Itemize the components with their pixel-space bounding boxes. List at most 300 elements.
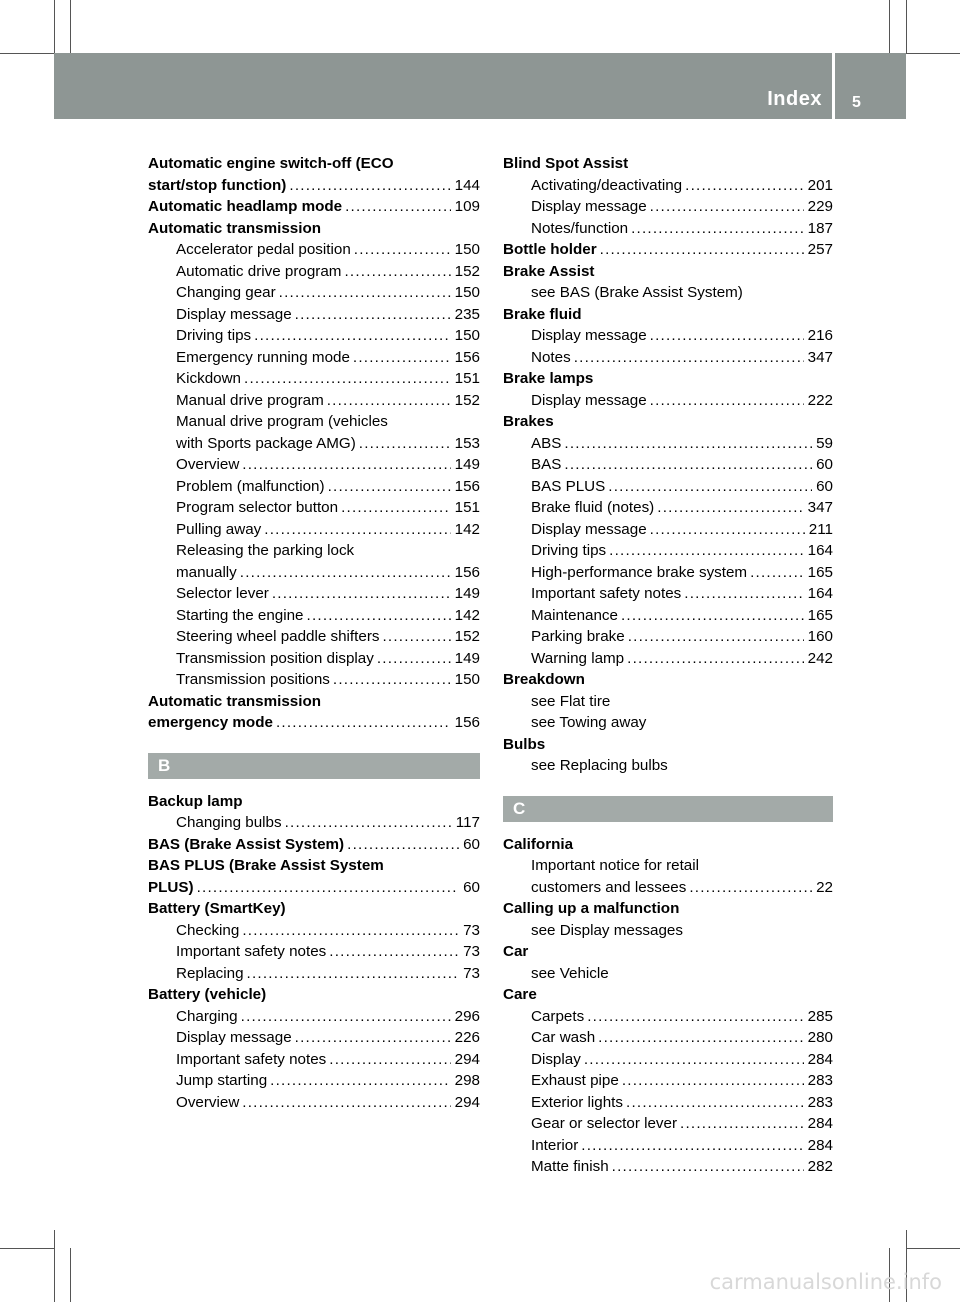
dot-leader bbox=[627, 648, 804, 670]
entry-text: Checking bbox=[176, 921, 240, 939]
dot-leader bbox=[650, 390, 804, 412]
page-ref[interactable]: 216 bbox=[807, 327, 833, 344]
page-ref[interactable]: 152 bbox=[454, 628, 480, 645]
index-subentry[interactable] bbox=[148, 1092, 480, 1114]
dot-leader bbox=[628, 626, 804, 648]
entry-text: Maintenance bbox=[531, 606, 618, 624]
page-ref[interactable]: 347 bbox=[807, 348, 833, 366]
dot-leader bbox=[598, 1027, 804, 1049]
crop-mark bbox=[70, 0, 71, 53]
index-subentry bbox=[503, 920, 833, 942]
page-ref[interactable]: 165 bbox=[807, 563, 833, 581]
page-ref[interactable]: 296 bbox=[454, 1007, 480, 1025]
entry-text: Interior bbox=[531, 1136, 579, 1154]
page-ref[interactable]: 294 bbox=[454, 1050, 480, 1068]
dot-leader bbox=[289, 175, 450, 197]
entry-text: Kickdown bbox=[176, 370, 241, 387]
index-heading[interactable] bbox=[148, 712, 480, 734]
dot-leader bbox=[377, 648, 451, 670]
index-heading bbox=[148, 855, 480, 877]
page-ref[interactable]: 156 bbox=[454, 348, 480, 366]
index-subentry[interactable] bbox=[148, 1006, 480, 1028]
entry-text: Matte finish bbox=[531, 1158, 609, 1175]
index-heading bbox=[148, 898, 480, 920]
entry-text: Battery (vehicle) bbox=[148, 986, 267, 1003]
crop-mark bbox=[906, 0, 907, 53]
index-subentry bbox=[148, 411, 480, 433]
dot-leader bbox=[240, 562, 451, 584]
index-subentry[interactable] bbox=[503, 175, 833, 197]
dot-leader bbox=[354, 239, 451, 261]
index-heading bbox=[148, 791, 480, 813]
index-heading bbox=[503, 304, 833, 326]
index-subentry bbox=[503, 855, 833, 877]
crop-mark bbox=[0, 53, 54, 54]
index-subentry[interactable] bbox=[503, 1135, 833, 1157]
index-heading bbox=[503, 898, 833, 920]
entry-text: Changing bulbs bbox=[176, 814, 282, 831]
dot-leader bbox=[680, 1113, 804, 1135]
index-column-left bbox=[148, 153, 480, 1113]
index-column-right bbox=[503, 153, 833, 1178]
entry-text: Display bbox=[531, 1050, 581, 1068]
entry-text: Display message bbox=[531, 391, 647, 409]
index-subentry[interactable] bbox=[503, 1156, 833, 1178]
page-ref[interactable]: 151 bbox=[454, 370, 480, 387]
entry-text: customers and lessees bbox=[531, 878, 687, 896]
index-subentry[interactable] bbox=[503, 562, 833, 584]
index-heading bbox=[503, 734, 833, 756]
entry-text: Notes/function bbox=[531, 219, 629, 237]
dot-leader bbox=[285, 812, 452, 834]
dot-leader bbox=[689, 877, 812, 899]
index-subentry[interactable] bbox=[503, 433, 833, 455]
entry-text: ABS bbox=[531, 434, 562, 452]
index-heading[interactable] bbox=[148, 175, 480, 197]
dot-leader bbox=[657, 497, 803, 519]
index-subentry[interactable] bbox=[503, 583, 833, 605]
page-ref[interactable]: 60 bbox=[816, 456, 833, 473]
dot-leader bbox=[341, 497, 451, 519]
entry-text: Brake fluid bbox=[503, 305, 582, 323]
entry-text: Exhaust pipe bbox=[531, 1072, 619, 1089]
index-subentry[interactable] bbox=[503, 1027, 833, 1049]
page-ref[interactable]: 22 bbox=[816, 878, 833, 896]
page-ref[interactable]: 229 bbox=[807, 198, 833, 215]
dot-leader bbox=[650, 196, 804, 218]
index-subentry[interactable] bbox=[148, 476, 480, 498]
crop-mark bbox=[0, 1248, 54, 1249]
entry-text: Warning lamp bbox=[531, 649, 625, 667]
index-heading[interactable] bbox=[148, 196, 480, 218]
page-ref[interactable]: 73 bbox=[463, 964, 480, 982]
entry-text: BAS PLUS bbox=[531, 477, 606, 495]
dot-leader bbox=[345, 196, 451, 218]
index-subentry[interactable] bbox=[503, 1113, 833, 1135]
page-ref[interactable]: 298 bbox=[454, 1072, 480, 1089]
index-subentry[interactable] bbox=[148, 669, 480, 691]
dot-leader bbox=[242, 454, 450, 476]
index-heading bbox=[148, 153, 480, 175]
index-heading bbox=[503, 669, 833, 691]
entry-text: Brakes bbox=[503, 413, 554, 430]
entry-text: Display message bbox=[531, 327, 647, 344]
entry-text: Automatic engine switch-off (ECO bbox=[148, 155, 394, 172]
dot-leader bbox=[359, 433, 451, 455]
dot-leader bbox=[307, 605, 451, 627]
entry-text: Transmission positions bbox=[176, 671, 330, 688]
dot-leader bbox=[254, 325, 451, 347]
dot-leader bbox=[564, 454, 812, 476]
page-ref[interactable]: 294 bbox=[454, 1093, 480, 1111]
index-subentry[interactable] bbox=[503, 1092, 833, 1114]
entry-text: Program selector button bbox=[176, 499, 339, 516]
index-subentry bbox=[503, 712, 833, 734]
dot-leader bbox=[650, 519, 805, 541]
dot-leader bbox=[609, 540, 804, 562]
dot-leader bbox=[382, 626, 450, 648]
index-subentry[interactable] bbox=[503, 605, 833, 627]
entry-text: Activating/deactivating bbox=[531, 176, 683, 194]
dot-leader bbox=[295, 304, 451, 326]
page-ref[interactable]: 152 bbox=[454, 391, 480, 409]
page-ref[interactable]: 211 bbox=[808, 520, 833, 538]
page-ref[interactable]: 283 bbox=[807, 1093, 833, 1111]
index-heading[interactable] bbox=[148, 877, 480, 899]
index-subentry[interactable] bbox=[503, 1006, 833, 1028]
page-ref[interactable]: 152 bbox=[454, 262, 480, 280]
entry-text: Brake Assist bbox=[503, 262, 595, 280]
page-ref[interactable]: 151 bbox=[454, 499, 480, 516]
entry-text: see Replacing bulbs bbox=[531, 757, 668, 774]
entry-text: Jump starting bbox=[176, 1072, 268, 1089]
entry-text: Blind Spot Assist bbox=[503, 155, 629, 172]
index-subentry[interactable] bbox=[503, 519, 833, 541]
entry-text: Starting the engine bbox=[176, 606, 304, 624]
page-ref[interactable]: 149 bbox=[454, 585, 480, 602]
entry-text: Overview bbox=[176, 456, 240, 473]
index-subentry[interactable] bbox=[148, 562, 480, 584]
dot-leader bbox=[344, 261, 450, 283]
page-ref[interactable]: 280 bbox=[807, 1029, 833, 1046]
dot-leader bbox=[612, 1156, 804, 1178]
index-subentry[interactable] bbox=[148, 920, 480, 942]
entry-text: Car bbox=[503, 943, 529, 960]
index-subentry[interactable] bbox=[148, 626, 480, 648]
index-subentry[interactable] bbox=[503, 390, 833, 412]
dot-leader bbox=[247, 963, 460, 985]
index-subentry[interactable] bbox=[503, 196, 833, 218]
entry-text: Overview bbox=[176, 1093, 240, 1111]
page-ref[interactable]: 150 bbox=[454, 284, 480, 301]
dot-leader bbox=[329, 941, 459, 963]
index-subentry[interactable] bbox=[148, 433, 480, 455]
page-ref[interactable]: 73 bbox=[463, 943, 480, 960]
index-subentry bbox=[503, 963, 833, 985]
index-heading bbox=[503, 153, 833, 175]
index-subentry[interactable] bbox=[148, 963, 480, 985]
entry-text: Manual drive program bbox=[176, 391, 324, 409]
section-letter: C bbox=[503, 796, 833, 822]
dot-leader bbox=[241, 1006, 451, 1028]
page-ref[interactable]: 149 bbox=[454, 649, 480, 667]
entry-text: Battery (SmartKey) bbox=[148, 900, 286, 917]
dot-leader bbox=[626, 1092, 804, 1114]
dot-leader bbox=[584, 1049, 804, 1071]
page-ref[interactable]: 156 bbox=[454, 563, 480, 581]
index-subentry[interactable] bbox=[148, 390, 480, 412]
dot-leader bbox=[600, 239, 804, 261]
page-ref[interactable]: 201 bbox=[807, 176, 833, 194]
dot-leader bbox=[264, 519, 450, 541]
index-subentry[interactable] bbox=[503, 540, 833, 562]
entry-text: BAS bbox=[531, 456, 562, 473]
page-ref[interactable]: 164 bbox=[807, 585, 833, 602]
page-ref[interactable]: 150 bbox=[454, 327, 480, 344]
index-heading bbox=[503, 941, 833, 963]
index-subentry[interactable] bbox=[503, 877, 833, 899]
dot-leader bbox=[272, 583, 451, 605]
entry-text: Driving tips bbox=[531, 542, 607, 559]
page-ref[interactable]: 285 bbox=[807, 1007, 833, 1025]
entry-text: Display message bbox=[531, 198, 647, 215]
entry-text: Accelerator pedal position bbox=[176, 241, 351, 258]
entry-text: Releasing the parking lock bbox=[176, 542, 355, 559]
dot-leader bbox=[244, 368, 451, 390]
index-heading bbox=[503, 411, 833, 433]
entry-text: Display message bbox=[176, 305, 292, 323]
entry-text: Charging bbox=[176, 1007, 238, 1025]
entry-text: Pulling away bbox=[176, 520, 262, 538]
page-ref[interactable]: 226 bbox=[454, 1029, 480, 1046]
page-ref[interactable]: 235 bbox=[454, 305, 480, 323]
index-subentry[interactable] bbox=[503, 1070, 833, 1092]
page-ref[interactable]: 187 bbox=[807, 219, 833, 237]
page-ref[interactable]: 150 bbox=[454, 671, 480, 688]
page-ref[interactable]: 282 bbox=[807, 1158, 833, 1175]
index-subentry[interactable] bbox=[148, 454, 480, 476]
entry-text: Changing gear bbox=[176, 284, 276, 301]
entry-text: Important notice for retail bbox=[531, 857, 699, 874]
index-heading[interactable] bbox=[148, 834, 480, 856]
dot-leader bbox=[279, 282, 451, 304]
index-subentry bbox=[503, 755, 833, 777]
entry-text: with Sports package AMG) bbox=[176, 434, 356, 452]
index-subentry[interactable] bbox=[503, 648, 833, 670]
page-ref[interactable]: 165 bbox=[807, 606, 833, 624]
header-separator bbox=[832, 53, 835, 119]
index-heading bbox=[148, 984, 480, 1006]
entry-text: Driving tips bbox=[176, 327, 252, 344]
index-subentry[interactable] bbox=[148, 282, 480, 304]
entry-text: Display message bbox=[176, 1029, 292, 1046]
entry-text: BAS PLUS (Brake Assist System bbox=[148, 857, 384, 874]
entry-text: BAS (Brake Assist System) bbox=[148, 835, 345, 853]
entry-text: Gear or selector lever bbox=[531, 1115, 678, 1132]
page-ref[interactable]: 60 bbox=[463, 835, 480, 853]
index-subentry[interactable] bbox=[148, 1049, 480, 1071]
crop-mark bbox=[70, 1248, 71, 1302]
page-ref[interactable]: 59 bbox=[816, 434, 833, 452]
entry-text: Important safety notes bbox=[176, 1050, 327, 1068]
entry-text: see Towing away bbox=[531, 714, 647, 731]
entry-text: Selector lever bbox=[176, 585, 269, 602]
page-number: 5 bbox=[852, 94, 861, 111]
page-ref[interactable]: 109 bbox=[454, 198, 480, 215]
dot-leader bbox=[328, 476, 451, 498]
entry-text: Brake fluid (notes) bbox=[531, 499, 655, 516]
index-subentry[interactable] bbox=[503, 347, 833, 369]
index-heading bbox=[503, 261, 833, 283]
page-ref[interactable]: 222 bbox=[807, 391, 833, 409]
page-title: Index bbox=[767, 88, 822, 110]
entry-text: Automatic transmission bbox=[148, 692, 322, 710]
index-subentry[interactable] bbox=[148, 239, 480, 261]
index-subentry[interactable] bbox=[503, 626, 833, 648]
crop-mark bbox=[906, 53, 960, 54]
crop-mark bbox=[54, 0, 55, 53]
index-heading bbox=[148, 218, 480, 240]
index-heading[interactable] bbox=[503, 239, 833, 261]
entry-text: see Flat tire bbox=[531, 692, 611, 710]
entry-text: Steering wheel paddle shifters bbox=[176, 628, 380, 645]
page-ref[interactable]: 160 bbox=[807, 628, 833, 645]
page-ref[interactable]: 283 bbox=[807, 1072, 833, 1089]
entry-text: Bottle holder bbox=[503, 241, 597, 258]
index-subentry[interactable] bbox=[148, 304, 480, 326]
index-subentry[interactable] bbox=[503, 325, 833, 347]
entry-text: Important safety notes bbox=[531, 585, 682, 602]
page-ref[interactable]: 242 bbox=[807, 649, 833, 667]
dot-leader bbox=[276, 712, 451, 734]
dot-leader bbox=[621, 605, 804, 627]
index-heading bbox=[503, 984, 833, 1006]
index-subentry[interactable] bbox=[503, 497, 833, 519]
page-ref[interactable]: 149 bbox=[454, 456, 480, 473]
entry-text: see BAS (Brake Assist System) bbox=[531, 284, 743, 301]
dot-leader bbox=[608, 476, 812, 498]
page-ref[interactable]: 144 bbox=[454, 176, 480, 194]
index-subentry bbox=[503, 691, 833, 713]
dot-leader bbox=[347, 834, 459, 856]
page-ref[interactable]: 142 bbox=[454, 520, 480, 538]
entry-text: Car wash bbox=[531, 1029, 596, 1046]
dot-leader bbox=[329, 1049, 450, 1071]
dot-leader bbox=[685, 175, 804, 197]
dot-leader bbox=[750, 562, 804, 584]
index-subentry[interactable] bbox=[148, 1070, 480, 1092]
index-subentry[interactable] bbox=[503, 218, 833, 240]
page-ref[interactable]: 164 bbox=[807, 542, 833, 559]
entry-text: Exterior lights bbox=[531, 1093, 624, 1111]
dot-leader bbox=[295, 1027, 451, 1049]
index-subentry[interactable] bbox=[148, 497, 480, 519]
entry-text: Automatic drive program bbox=[176, 262, 342, 280]
dot-leader bbox=[684, 583, 803, 605]
page-ref[interactable]: 153 bbox=[454, 434, 480, 452]
dot-leader bbox=[242, 1092, 450, 1114]
index-subentry[interactable] bbox=[503, 476, 833, 498]
index-subentry[interactable] bbox=[148, 368, 480, 390]
dot-leader bbox=[333, 669, 451, 691]
page-ref[interactable]: 73 bbox=[463, 921, 480, 939]
entry-text: see Vehicle bbox=[531, 964, 609, 982]
page-ref[interactable]: 284 bbox=[807, 1050, 833, 1068]
page-ref[interactable]: 156 bbox=[454, 477, 480, 495]
index-subentry bbox=[503, 282, 833, 304]
index-subentry[interactable] bbox=[148, 812, 480, 834]
page-ref[interactable]: 60 bbox=[463, 878, 480, 896]
dot-leader bbox=[353, 347, 451, 369]
entry-text: Parking brake bbox=[531, 628, 625, 645]
entry-text: Notes bbox=[531, 348, 571, 366]
entry-text: Bulbs bbox=[503, 735, 546, 753]
index-subentry[interactable] bbox=[503, 1049, 833, 1071]
crop-mark bbox=[54, 1230, 55, 1302]
index-subentry[interactable] bbox=[148, 261, 480, 283]
index-subentry[interactable] bbox=[148, 605, 480, 627]
entry-text: Important safety notes bbox=[176, 943, 327, 960]
index-subentry[interactable] bbox=[148, 648, 480, 670]
index-subentry[interactable] bbox=[148, 1027, 480, 1049]
entry-text: Breakdown bbox=[503, 671, 585, 688]
entry-text: see Display messages bbox=[531, 921, 683, 939]
page-ref[interactable]: 284 bbox=[807, 1115, 833, 1132]
crop-mark bbox=[889, 0, 890, 53]
page-ref[interactable]: 156 bbox=[454, 714, 480, 731]
crop-mark bbox=[906, 1248, 960, 1249]
dot-leader bbox=[574, 347, 804, 369]
index-heading bbox=[503, 834, 833, 856]
dot-leader bbox=[587, 1006, 803, 1028]
page-ref[interactable]: 142 bbox=[454, 606, 480, 624]
entry-text: Emergency running mode bbox=[176, 348, 350, 366]
index-subentry[interactable] bbox=[503, 454, 833, 476]
entry-text: emergency mode bbox=[148, 714, 273, 731]
entry-text: Manual drive program (vehicles bbox=[176, 413, 388, 430]
index-heading bbox=[148, 691, 480, 713]
page-ref[interactable]: 117 bbox=[455, 814, 480, 831]
page-ref[interactable]: 60 bbox=[816, 477, 833, 495]
dot-leader bbox=[270, 1070, 450, 1092]
entry-text: California bbox=[503, 835, 574, 853]
entry-text: Backup lamp bbox=[148, 792, 243, 810]
page-ref[interactable]: 284 bbox=[807, 1136, 833, 1154]
index-subentry[interactable] bbox=[148, 519, 480, 541]
page-ref[interactable]: 257 bbox=[807, 241, 833, 258]
entry-text: Display message bbox=[531, 520, 647, 538]
index-subentry[interactable] bbox=[148, 347, 480, 369]
index-subentry[interactable] bbox=[148, 583, 480, 605]
entry-text: Care bbox=[503, 986, 537, 1003]
entry-text: Problem (malfunction) bbox=[176, 477, 325, 495]
entry-text: PLUS) bbox=[148, 878, 194, 896]
index-subentry[interactable] bbox=[148, 941, 480, 963]
dot-leader bbox=[242, 920, 459, 942]
index-subentry[interactable] bbox=[148, 325, 480, 347]
entry-text: Transmission position display bbox=[176, 649, 374, 667]
entry-text: Brake lamps bbox=[503, 370, 594, 387]
dot-leader bbox=[197, 877, 460, 899]
entry-text: Calling up a malfunction bbox=[503, 900, 680, 917]
index-heading bbox=[503, 368, 833, 390]
dot-leader bbox=[581, 1135, 803, 1157]
entry-text: Automatic transmission bbox=[148, 219, 322, 237]
entry-text: manually bbox=[176, 563, 237, 581]
page-ref[interactable]: 347 bbox=[807, 499, 833, 516]
entry-text: start/stop function) bbox=[148, 176, 287, 194]
page-ref[interactable]: 150 bbox=[454, 241, 480, 258]
